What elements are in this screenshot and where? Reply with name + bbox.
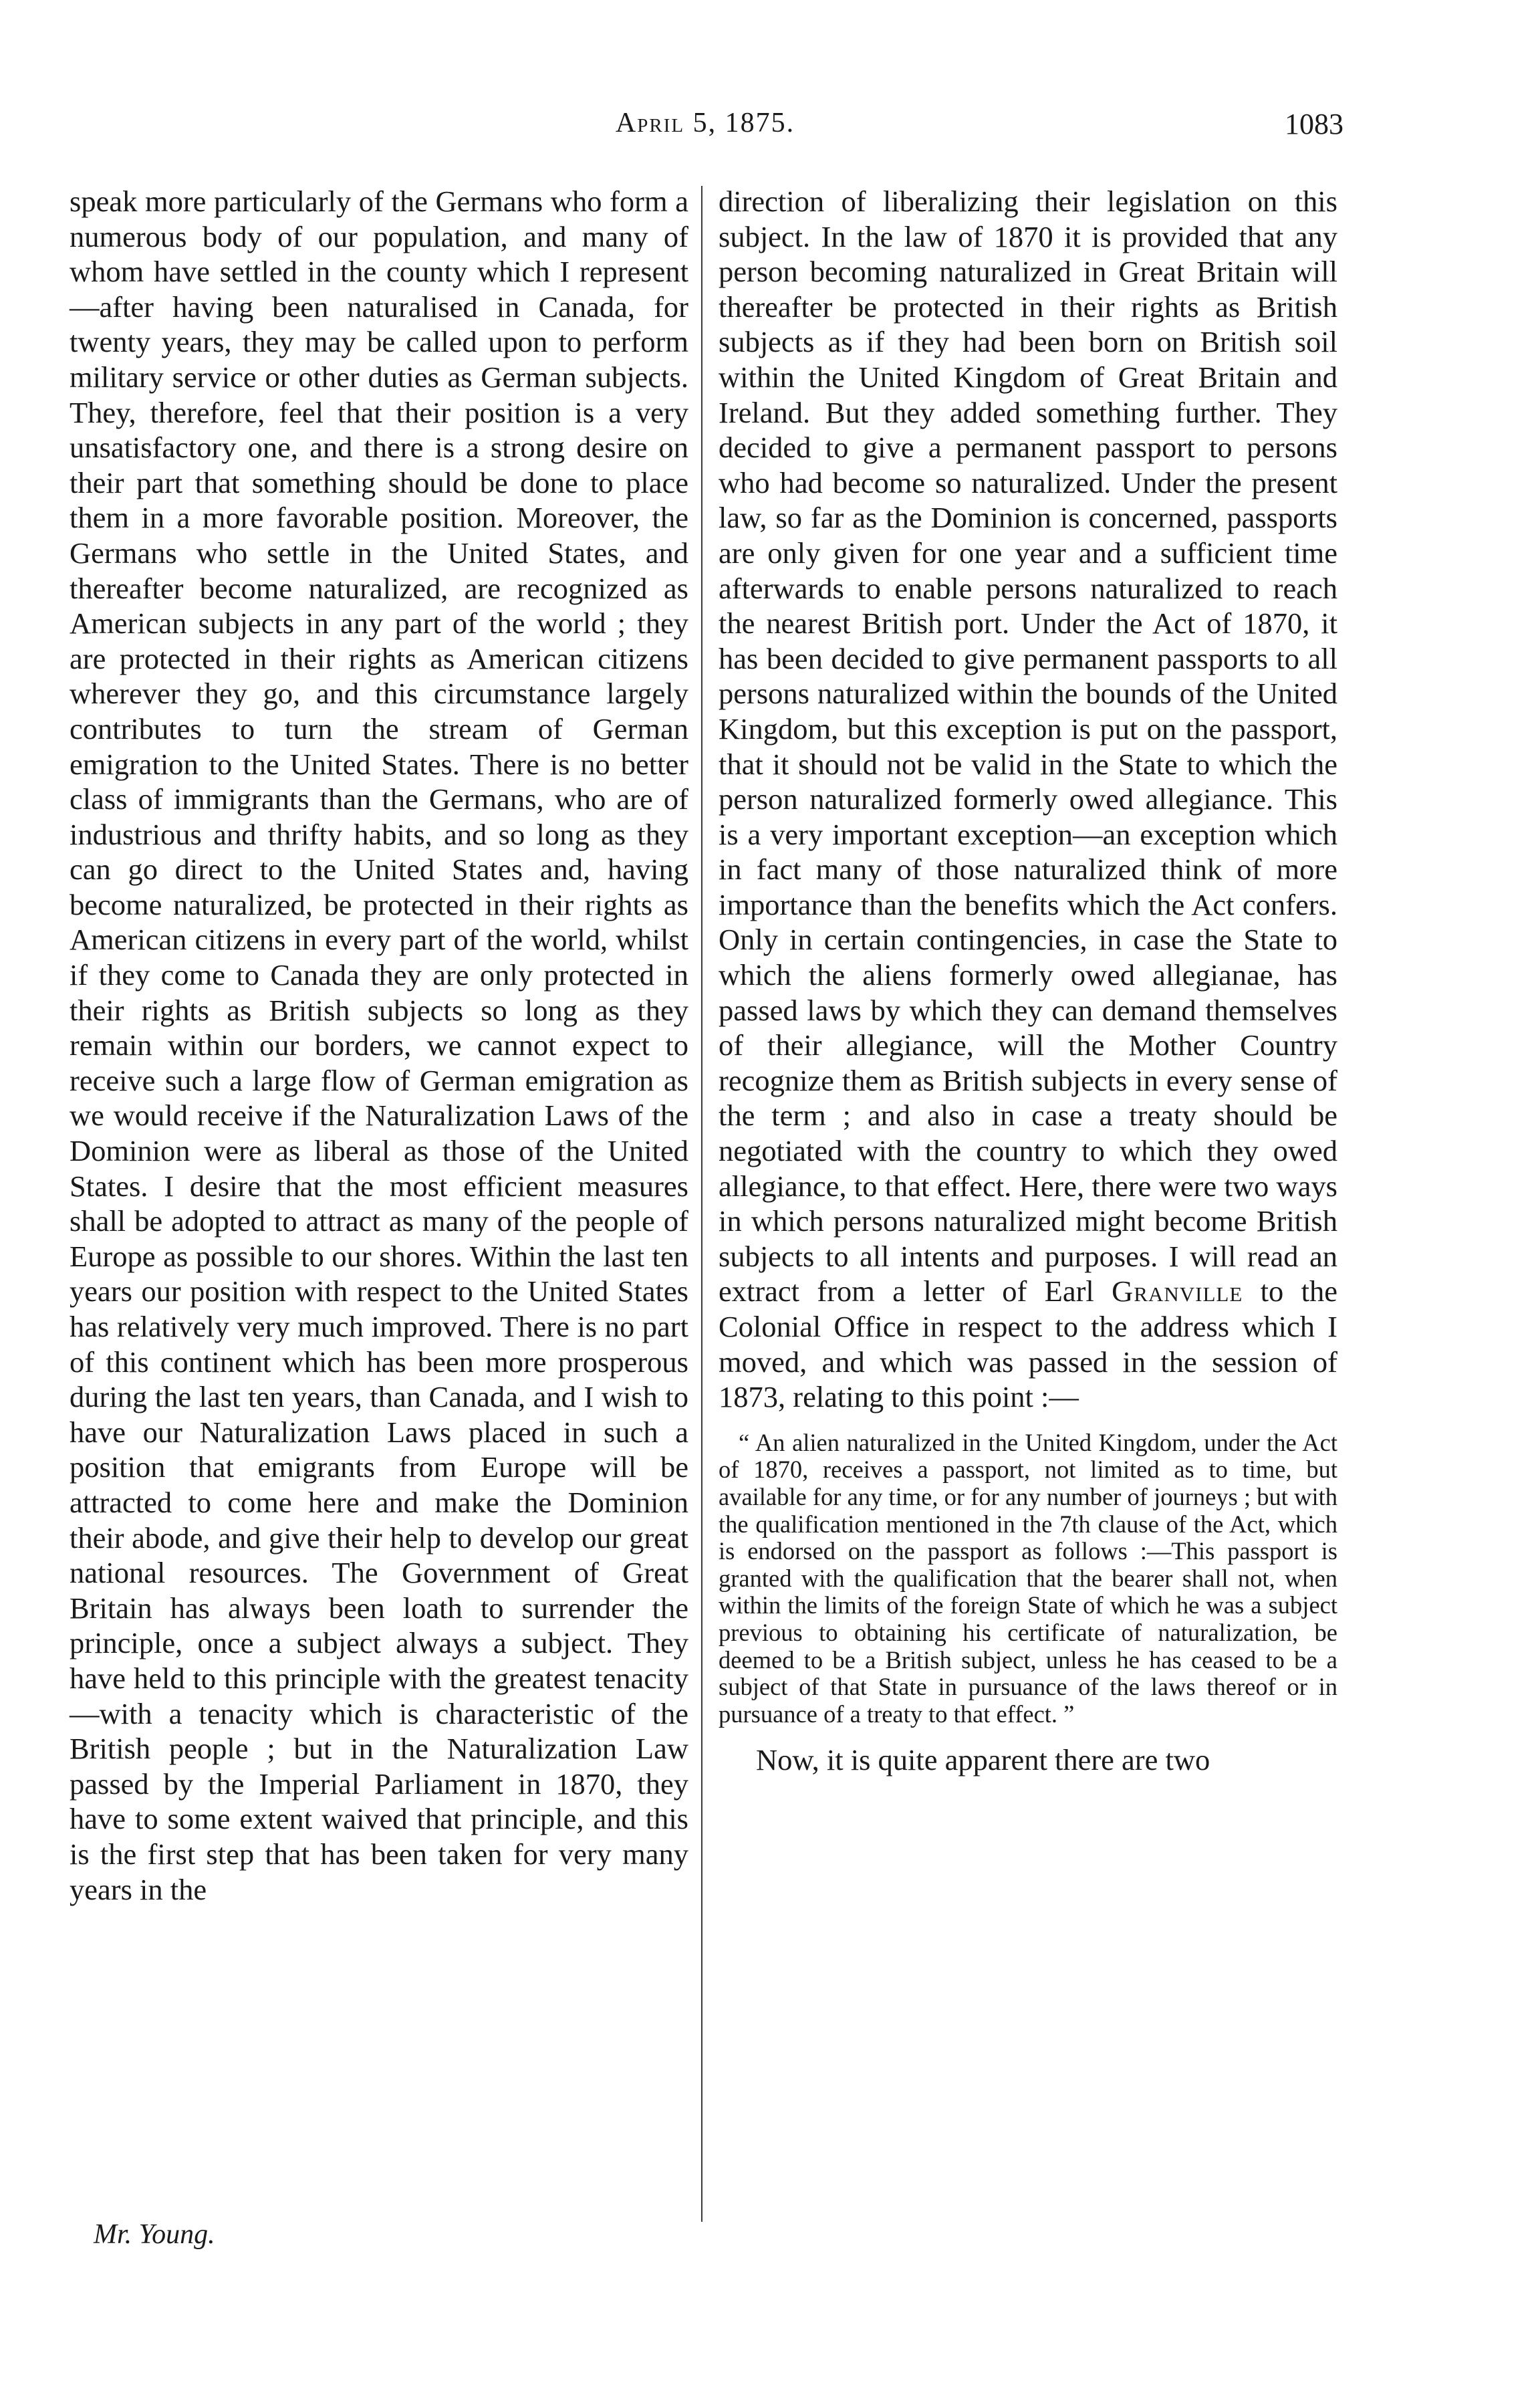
left-column-paragraph: speak more particularly of the Germans who form a numerous body of our population, and many of whom have settled in the county which I represent—after having been naturalised in Canada, for twenty years, they may be called upon to perform military service or other duties as German subjects. They, therefore, feel that their position is a very unsatisfactory one, and there is a strong desire on their part that something should be done to place them in a more favorable position. Moreover, the Germans who settle in the United States, and thereafter become naturalized, are recognized as American subjects in any part of the world ; they are protected in their rights as American citizens wherever they go, and this circumstance largely contributes to turn the stream of German emigration to the United States. There is no better class of immigrants than the Germans, who are of industrious and thrifty habits, and so long as they can go direct to the United States and, having become naturalized, be protected in their rights as American citizens in every part of the world, whilst if they come to Canada they are only protected in their rights as British subjects so long as they remain within our borders, we cannot expect to receive such a large flow of German emigration as we would receive if the Naturalization Laws of the Dominion were as liberal as those of the United States. I desire that the most efficient measures shall be adopted to attract as many of the people of Europe as possible to our shores. Within the last ten years our position with respect to the United States has relatively very much improved. There is no part of this continent which has been more prosperous during the last ten years, than Canada, and I wish to have our Naturalization Laws placed in such a position that emigrants from Europe will be attracted to come here and make the Dominion their abode, and give their help to develop our great national resources. The Government of Great Britain has always been loath to surrender the principle, once a subject always a subject. They have held to this principle with the greatest tenacity—with a tenacity which is characteristic of the British people ; but in the Naturalization Law passed by the Imperial Parliament in 1870, they have to some extent waived that principle, and this is the first step that has been taken for very many years in the: [70, 185, 688, 1906]
left-column: [70, 184, 688, 1907]
earl-name: Granville: [1112, 1274, 1243, 1308]
block-quote: “ An alien naturalized in the United Kingdom, under the Act of 1870, receives a passport, not limited as to time, but available for any time, or for any number of journeys ; but with the qualification mentioned in the 7th clause of the Act, which is endorsed on the passport as follows :—This passport is granted with the qualification that the bearer shall not, when within the limits of the foreign State of which he was a subject previous to obtaining his certificate of naturalization, be deemed to be a British subject, unless he has ceased to be a subject of that State in pursuance of the laws thereof or in pursuance of a treaty to that effect. ”: [719, 1428, 1337, 1728]
page-number: 1083: [1285, 108, 1343, 140]
page-header: [67, 107, 1343, 154]
column-divider: [701, 186, 702, 2222]
speaker-name: Mr. Young.: [94, 2219, 215, 2250]
right-column-paragraph-2: Now, it is quite apparent there are two: [756, 1743, 1210, 1777]
right-paragraph-text-start: direction of liberalizing their legislation on this subject. In the law of 1870 it is provided that any person becoming naturalized in Great Britain will thereafter be protected in their rights as British subjects as if they had been born on British soil within the United Kingdom of Great Britain and Ireland. But they added something further. They decided to give a permanent passport to persons who had become so naturalized. Under the present law, so far as the Dominion is concerned, passports are only given for one year and a sufficient time afterwards to enable persons naturalized to reach the nearest British port. Under the Act of 1870, it has been decided to give permanent passports to all persons naturalized within the bounds of the United Kingdom, but this exception is put on the passport, that it should not be valid in the State to which the person naturalized formerly owed allegiance. This is a very important exception—an exception which in fact many of those naturalized think of more importance than the benefits which the Act confers. Only in certain contingencies, in case the State to which the aliens formerly owed allegianae, has passed laws by which they can demand themselves of their allegiance, will the Mother Country recognize them as British subjects in every sense of the term ; and also in case a treaty should be negotiated with the country to which they owed allegiance, to that effect. Here, there were two ways in which persons naturalized might become British subjects to all intents and purposes. I will read an extract from a letter of Earl: [719, 185, 1337, 1308]
right-column-paragraph: [719, 184, 1337, 1415]
right-paragraph-text-end: to the Colonial Office in respect to the address which I moved, and which was passed in the session of 1873, relating to this point :—: [719, 1274, 1337, 1414]
right-column: [719, 184, 1337, 1778]
page-date: April 5, 1875.: [615, 108, 795, 138]
